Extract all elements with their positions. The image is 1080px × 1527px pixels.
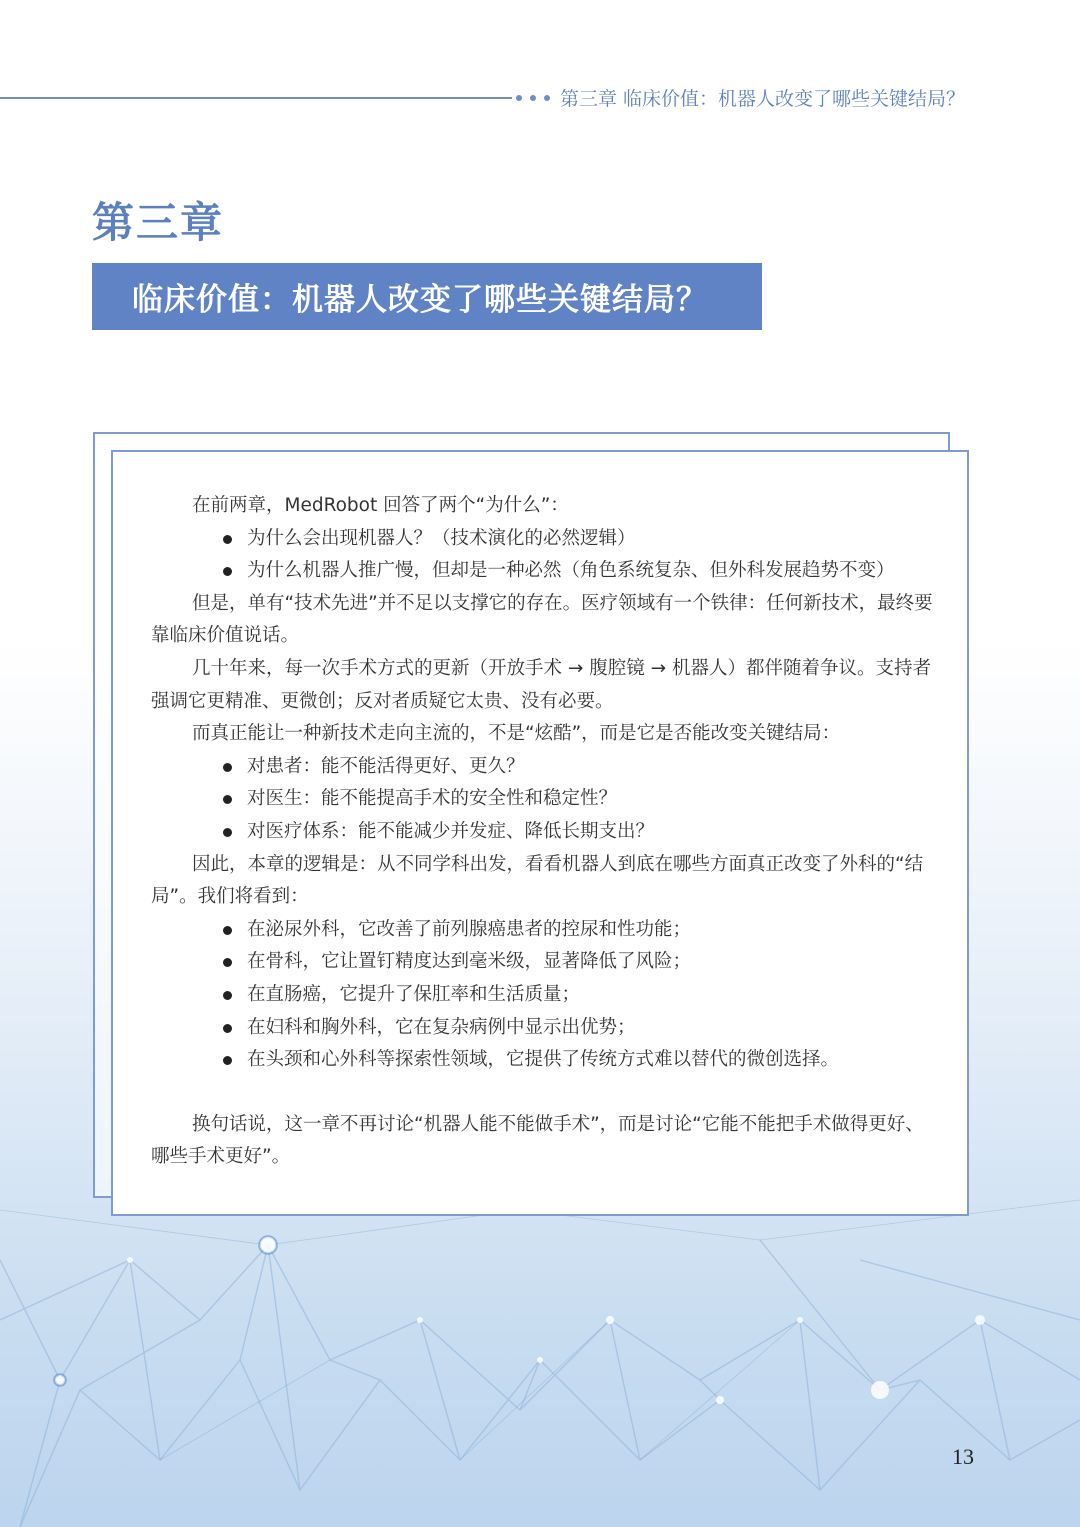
list-item: 对医疗体系：能不能减少并发症、降低长期支出？ [151,816,933,849]
discipline-list [151,914,933,1077]
outcome-list [151,751,933,849]
card-body [151,490,933,1174]
list-item: 在骨科，它让置钉精度达到毫米级，显著降低了风险； [151,946,933,979]
list-item: 在直肠癌，它提升了保肛率和生活质量； [151,979,933,1012]
paragraph-key-outcomes: 而真正能让一种新技术走向主流的，不是“炫酷”，而是它是否能改变关键结局： [192,723,841,745]
list-item: 对医生：能不能提高手术的安全性和稳定性？ [151,783,933,816]
chapter-title-banner [92,263,762,330]
list-item: 对患者：能不能活得更好、更久？ [151,751,933,784]
page-number: 13 [952,1444,974,1469]
chapter-number: 第三章 [92,198,225,247]
list-item: 为什么机器人推广慢，但却是一种必然（角色系统复杂、但外科发展趋势不变） [151,555,933,588]
list-item: 在头颈和心外科等探索性领域，它提供了传统方式难以替代的微创选择。 [151,1044,933,1077]
intro-paragraph: 在前两章，MedRobot 回答了两个“为什么”： [192,495,569,516]
paragraph-clinical-value: 但是，单有“技术先进”并不足以支撑它的存在。医疗领域有一个铁律：任何新技术，最终要靠临床价值说话。 [151,592,933,647]
running-header-rule [0,97,512,99]
content-card [111,450,969,1216]
paragraph-controversy: 几十年来，每一次手术方式的更新（开放手术 → 腹腔镜 → 机器人）都伴随着争议。支持者强调它更精准、更微创；反对者质疑它太贵、没有必要。 [151,657,932,712]
list-item: 在妇科和胸外科，它在复杂病例中显示出优势； [151,1012,933,1045]
list-item: 为什么会出现机器人？（技术演化的必然逻辑） [151,523,933,556]
why-list [151,523,933,588]
spacer [151,1077,933,1109]
running-header-title: 第三章 临床价值：机器人改变了哪些关键结局？ [560,88,966,110]
conclusion-paragraph: 换句话说，这一章不再讨论“机器人能不能做手术”，而是讨论“它能不能把手术做得更好、哪些手术更好”。 [151,1113,924,1168]
running-header-dots [514,93,554,103]
chapter-title: 临床价值：机器人改变了哪些关键结局？ [132,282,708,318]
list-item: 在泌尿外科，它改善了前列腺癌患者的控尿和性功能； [151,914,933,947]
paragraph-chapter-logic: 因此，本章的逻辑是：从不同学科出发，看看机器人到底在哪些方面真正改变了外科的“结局”。我们将看到： [151,853,924,908]
